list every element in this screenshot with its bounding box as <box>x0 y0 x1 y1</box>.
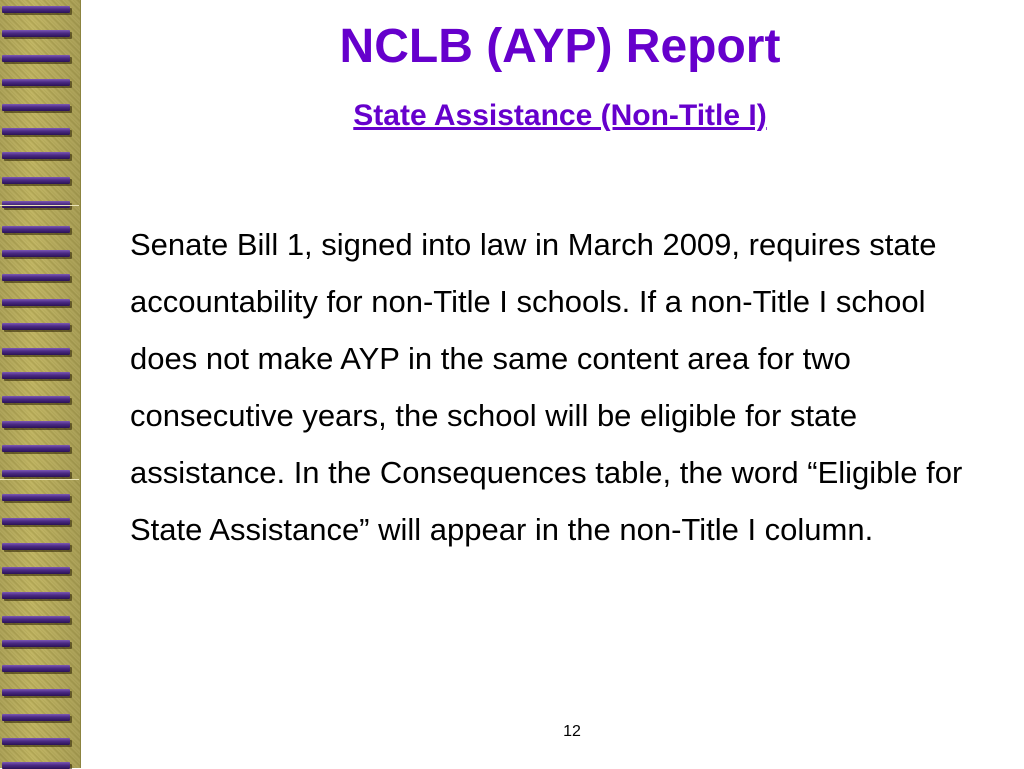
strip-bar <box>2 323 70 330</box>
strip-bar <box>2 543 70 550</box>
strip-bar <box>2 592 70 599</box>
strip-bar <box>2 616 70 623</box>
strip-bar <box>2 30 70 37</box>
strip-bar <box>2 274 70 281</box>
decorative-side-strip <box>0 0 81 768</box>
body-paragraph: Senate Bill 1, signed into law in March 2009, requires state accountability for non-Title I schools. If a non-Title I school does not make AYP in the same content area for two consecutive years, the school will be eligible for state assistance. In the Consequences table, the word “Eligible for State Assistance” will appear in the non-Title I column. <box>130 227 963 547</box>
strip-bar <box>2 6 70 13</box>
strip-bar <box>2 299 70 306</box>
strip-bar <box>2 152 70 159</box>
strip-bar <box>2 226 70 233</box>
strip-bar <box>2 445 70 452</box>
strip-bar <box>2 567 70 574</box>
strip-bar <box>2 665 70 672</box>
strip-bar <box>2 494 70 501</box>
strip-bar <box>2 738 70 745</box>
page-number: 12 <box>563 723 581 740</box>
strip-bar <box>2 421 70 428</box>
strip-bar <box>2 250 70 257</box>
strip-bar <box>2 689 70 696</box>
strip-bar <box>2 518 70 525</box>
strip-bar <box>2 177 70 184</box>
slide-title: NCLB (AYP) Report <box>339 20 781 73</box>
strip-bar <box>2 470 70 477</box>
strip-seam <box>0 205 79 206</box>
strip-bar <box>2 128 70 135</box>
strip-bar <box>2 79 70 86</box>
strip-bar <box>2 104 70 111</box>
strip-bar <box>2 714 70 721</box>
strip-bar <box>2 396 70 403</box>
strip-bar <box>2 348 70 355</box>
strip-bar <box>2 640 70 647</box>
strip-bar <box>2 372 70 379</box>
strip-bar <box>2 55 70 62</box>
strip-seam <box>0 479 79 480</box>
slide-subtitle: State Assistance (Non-Title I) <box>353 99 767 132</box>
